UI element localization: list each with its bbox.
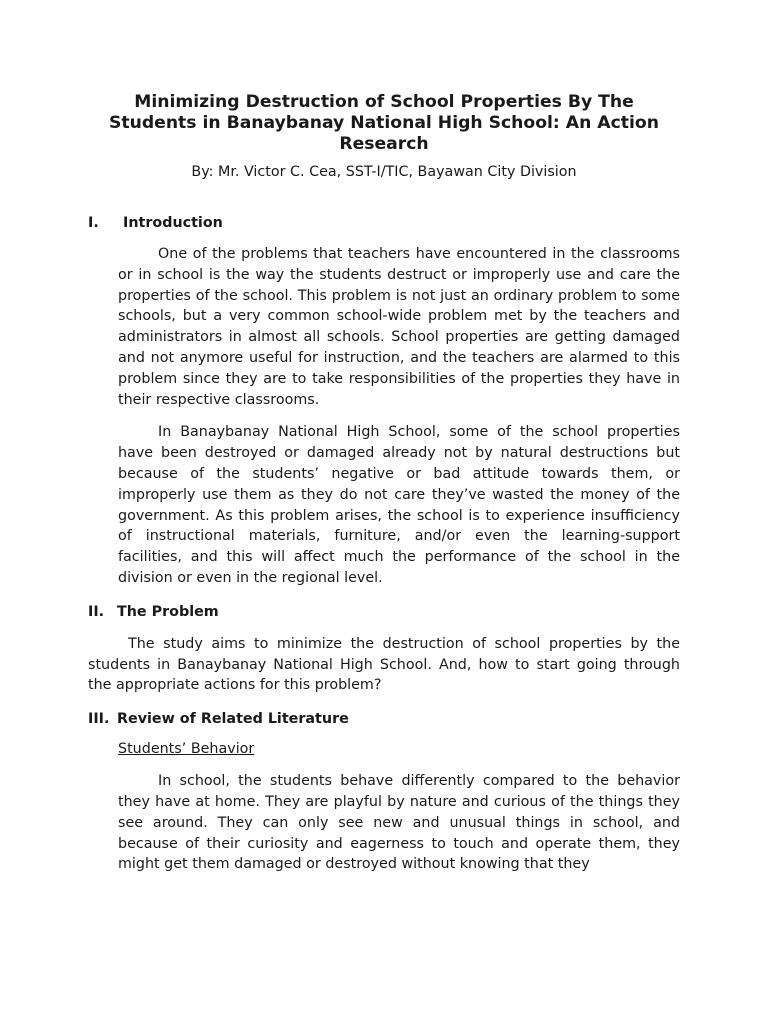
- introduction-body: [88, 244, 680, 589]
- paragraph: One of the problems that teachers have encountered in the classrooms or in school is the way the students destruct or improperly use and care the properties of the school. This problem is not just an ordinary problem to some schools, but a very common school-wide problem met by the teachers and administrators in almost all schools. School properties are getting damaged and not anymore useful for instruction, and the teachers are alarmed to this problem since they are to take responsibilities of the properties they have in their respective classrooms.: [118, 246, 680, 408]
- section-number: II.: [88, 603, 105, 620]
- document-title: Minimizing Destruction of School Properties By The Students in Banaybanay National High School: An Action Research: [109, 92, 659, 154]
- subsection-heading-students-behavior: Students’ Behavior: [118, 741, 255, 758]
- paragraph: The study aims to minimize the destruction of school properties by the students in Banaybanay National High School. And, how to start going through the appropriate actions for this problem?: [88, 635, 680, 694]
- section-title: Review of Related Literature: [117, 711, 349, 728]
- section-heading-introduction: [88, 214, 680, 232]
- paragraph: In Banaybanay National High School, some of the school properties have been destroyed or damaged already not by natural destructions but because of the students’ negative or bad attitude towards them, or improperly use them as they do not care they’ve wasted the money of the government. As this problem arises, the school is to experience insufficiency of instructional materials, furniture, and/or even the learning-support facilities, and this will affect much the performance of the school in the division or even in the regional level.: [118, 424, 680, 586]
- review-body: [88, 771, 680, 875]
- section-heading-review: [88, 710, 680, 728]
- document-byline: By: Mr. Victor C. Cea, SST-I/TIC, Bayawan City Division: [191, 164, 577, 180]
- section-number: I.: [88, 215, 99, 231]
- section-title: The Problem: [117, 603, 219, 620]
- section-title: Introduction: [123, 215, 223, 231]
- paragraph: In school, the students behave differently compared to the behavior they have at home. They are playful by nature and curious of the things they see around. They can only see new and unusual things in school, and because of their curiosity and eagerness to touch and operate them, they might get them damaged or destroyed without knowing that they: [118, 773, 680, 873]
- section-heading-problem: [88, 603, 680, 621]
- section-number: III.: [88, 711, 110, 728]
